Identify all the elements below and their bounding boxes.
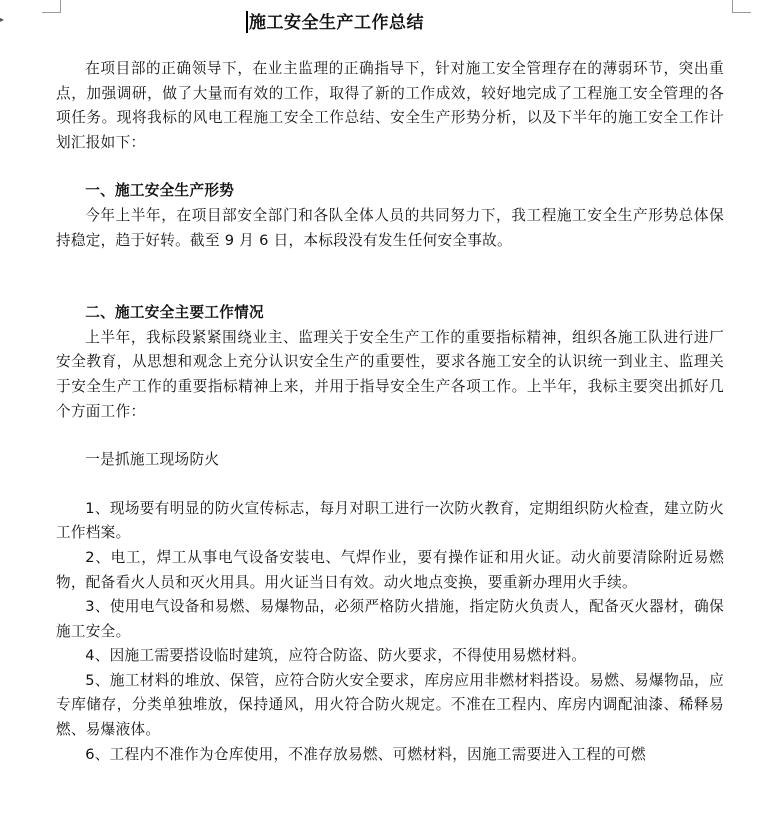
blank-line bbox=[56, 155, 724, 179]
list-item[interactable]: 4、因施工需要搭设临时建筑，应符合防盗、防火要求，不得使用易燃材料。 bbox=[85, 647, 587, 665]
text-cursor bbox=[246, 11, 248, 33]
page-corner-mark-top-right bbox=[732, 0, 751, 13]
document-title[interactable]: 施工安全生产工作总结 bbox=[249, 13, 424, 33]
list-item[interactable]: 3、使用电气设备和易燃、易爆物品，必须严格防火措施，指定防火负责人，配备灭火器材，确保施工安全。 bbox=[56, 598, 724, 640]
list-item[interactable]: 1、现场要有明显的防火宣传标志，每月对职工进行一次防火教育，定期组织防火检查，建立防火工作档案。 bbox=[56, 499, 724, 542]
list-item[interactable]: 5、施工材料的堆放、保管，应符合防火安全要求，库房应用非燃材料搭设。易燃、易爆物品，应专库储存，分类单独堆放，保持通风，用火符合防火规定。不准在工程内、库房内调配油漆、稀释易燃、易爆液体。 bbox=[56, 671, 724, 739]
section-2-paragraph[interactable]: 上半年，我标段紧紧围绕业主、监理关于安全生产工作的重要指标精神，组织各施工队进行进厂安全教育，从思想和观念上充分认识安全生产的重要性，要求各施工安全的认识统一到业主、监理关于安全生产工作的重要指标精神上来，并用于指导安全生产各项工作。上半年，我标主要突出抓好几个方面工作： bbox=[56, 328, 724, 420]
blank-line bbox=[56, 424, 724, 448]
blank-lines bbox=[56, 253, 724, 301]
document-body[interactable] bbox=[56, 57, 724, 767]
section-2-heading[interactable]: 二、施工安全主要工作情况 bbox=[85, 304, 264, 322]
list-item[interactable]: 2、电工，焊工从事电气设备安装电、气焊作业，要有操作证和用火证。动火前要清除附近易燃物，配备看火人员和灭火用具。用火证当日有效。动火地点变换，要重新办理用火手续。 bbox=[56, 548, 724, 591]
list-item[interactable]: 6、工程内不准作为仓库使用，不准存放易燃、可燃材料，因施工需要进入工程的可燃 bbox=[85, 745, 646, 763]
left-margin-arrow-icon: ▸ bbox=[0, 15, 5, 24]
section-1-paragraph[interactable]: 今年上半年，在项目部安全部门和各队全体人员的共同努力下，我工程施工安全生产形势总体保持稳定，趋于好转。截至 9 月 6 日，本标段没有发生任何安全事故。 bbox=[56, 206, 724, 249]
intro-paragraph[interactable]: 在项目部的正确领导下，在业主监理的正确指导下，针对施工安全管理存在的薄弱环节，突出重点，加强调研，做了大量而有效的工作，取得了新的工作成效，较好地完成了工程施工安全管理的各项任务。现将我标的风电工程施工安全工作总结、安全生产形势分析，以及下半年的施工安全工作计划汇报如下： bbox=[56, 60, 724, 151]
section-1-heading[interactable]: 一、施工安全生产形势 bbox=[85, 182, 235, 200]
blank-line bbox=[56, 473, 724, 497]
page-corner-mark-top-left bbox=[42, 0, 61, 13]
sub-heading-fire-prevention[interactable]: 一是抓施工现场防火 bbox=[85, 451, 220, 469]
